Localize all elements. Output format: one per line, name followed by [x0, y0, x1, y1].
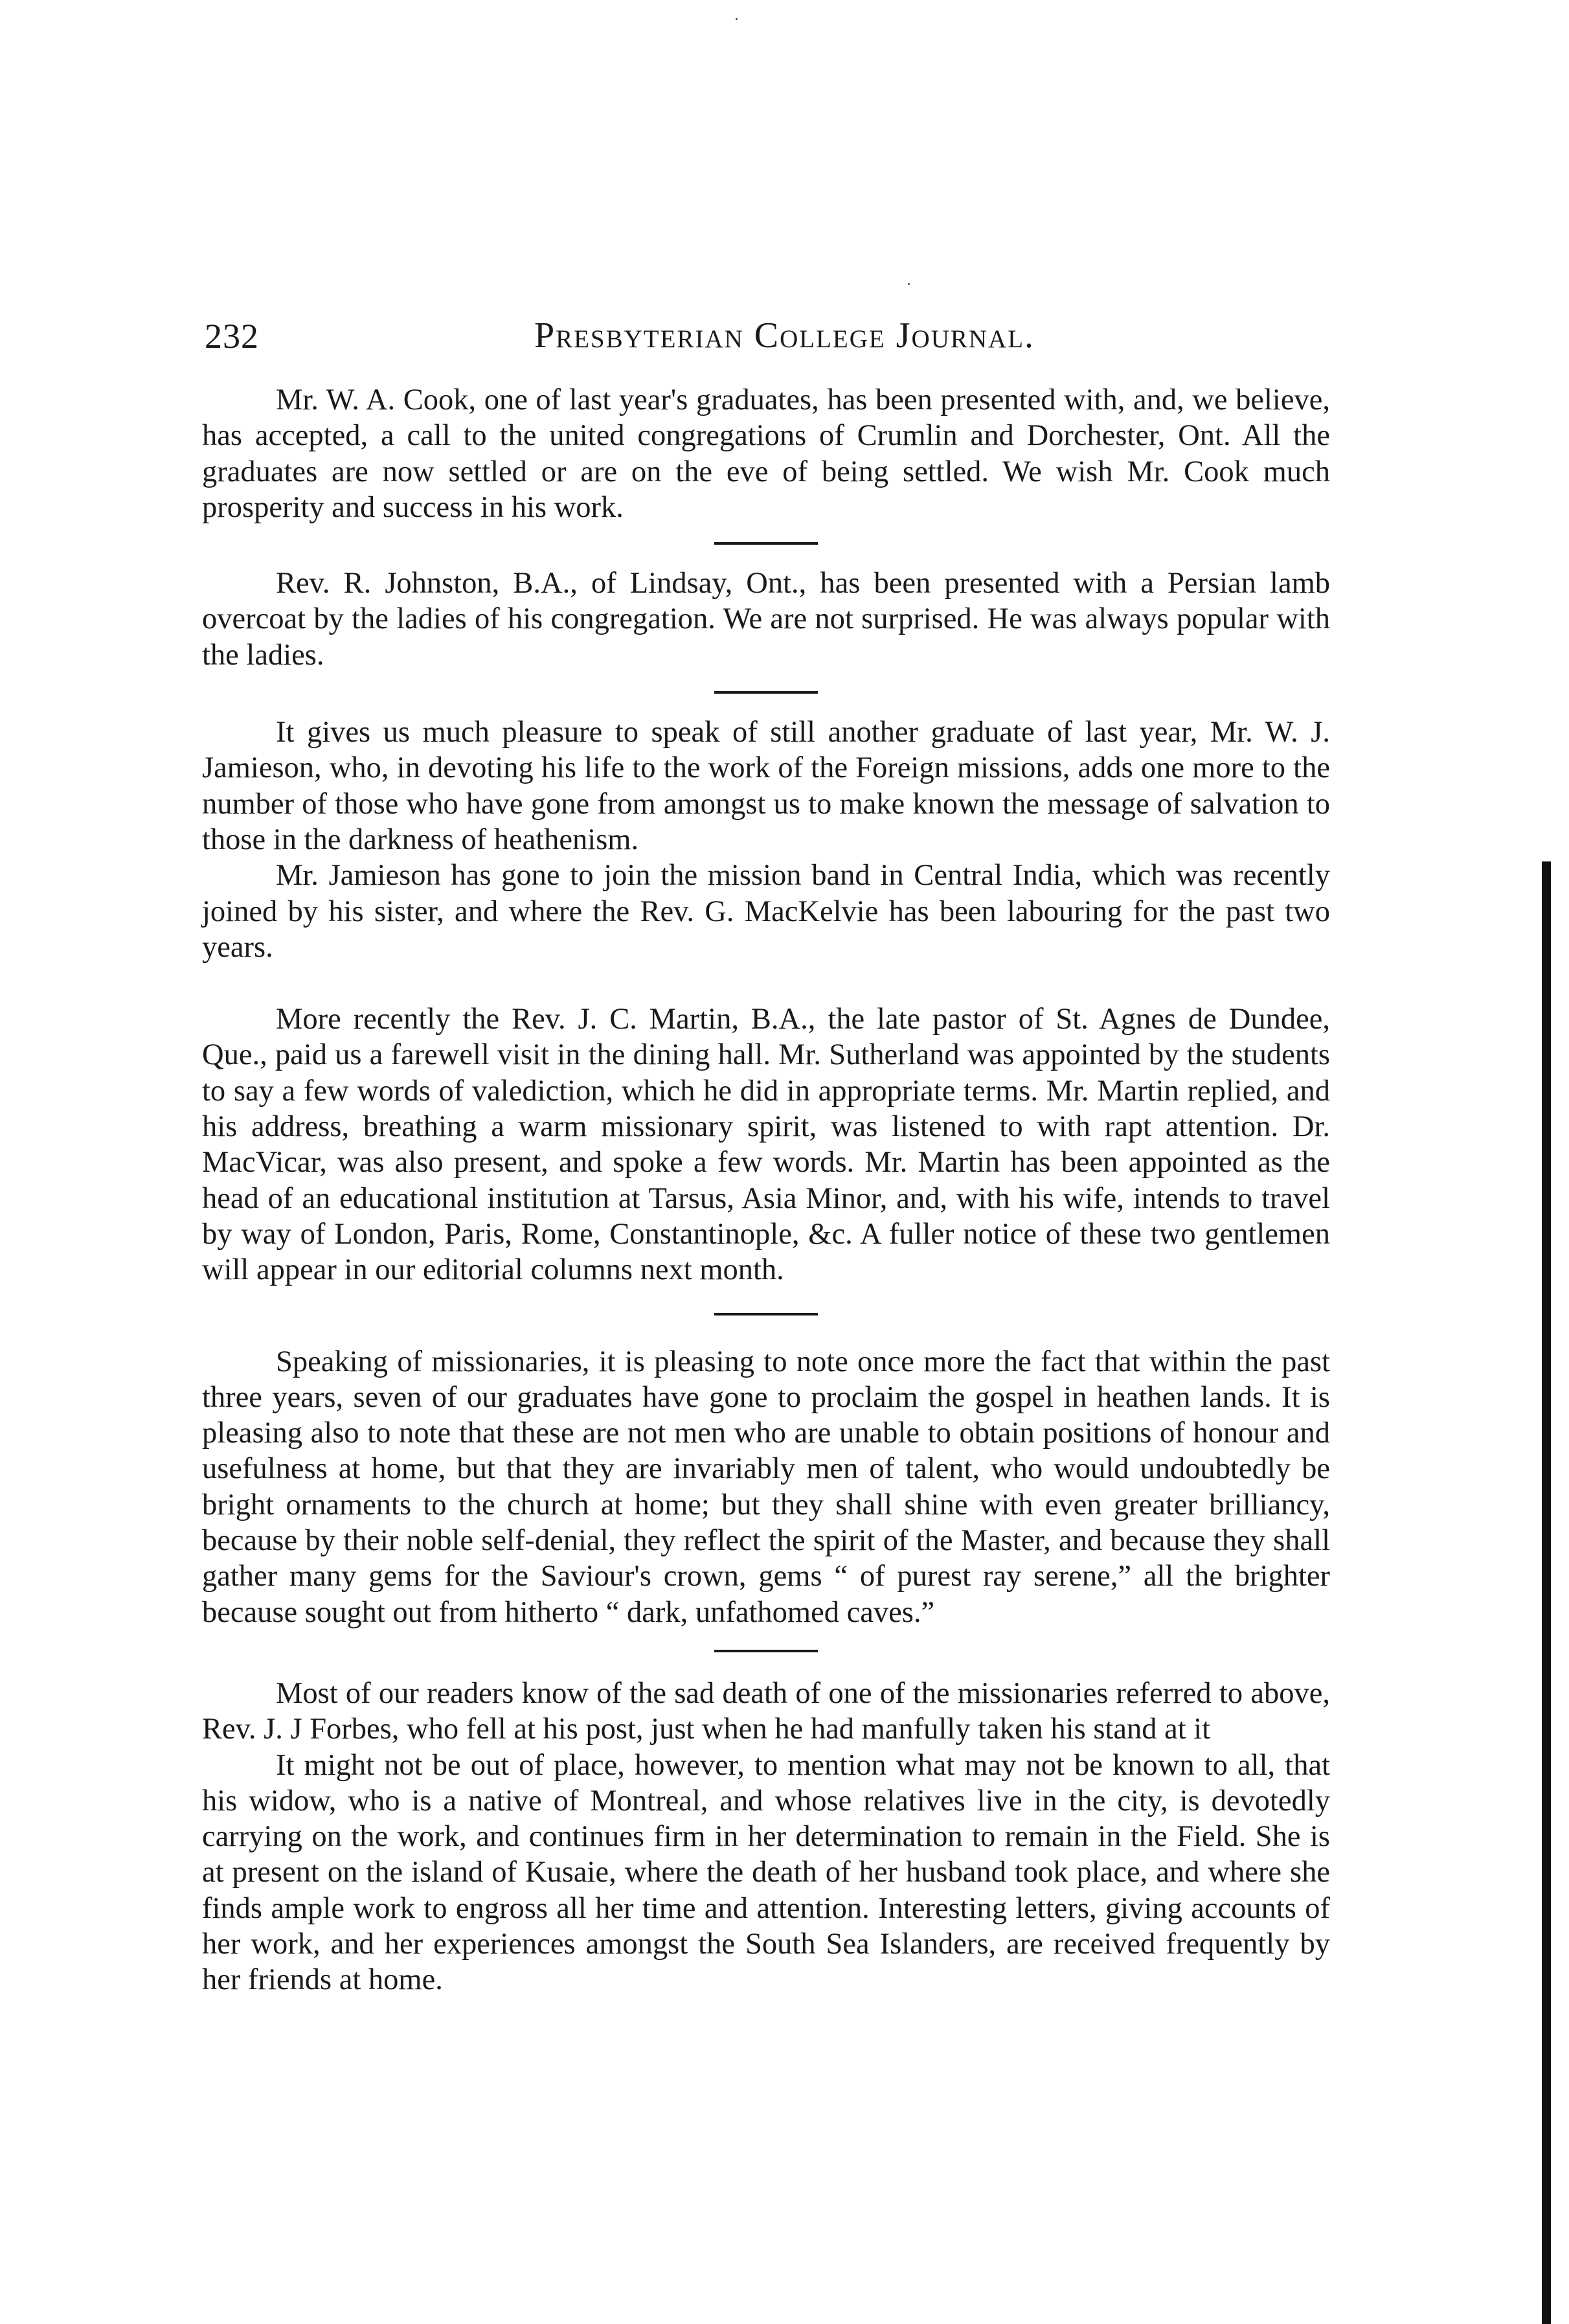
paragraph-jamieson-india: Mr. Jamieson has gone to join the mission band in Central India, which was recently joined by his sister, and where the Rev. G. MacKelvie has been labouring for the past two years. — [202, 859, 1330, 964]
running-title: Presbyterian College Journal. — [534, 315, 1035, 356]
print-speck — [908, 283, 910, 285]
paragraph-martin: More recently the Rev. J. C. Martin, B.A., the late pastor of St. Agnes de Dundee, Que., paid us a farewell visit in the dining hall. Mr. Sutherland was appointed by the students to say a few words of valediction, which he did in appropriate terms. Mr. Martin replied, and his address, breathing a warm missionary spirit, was listened to with rapt attention. Dr. MacVicar, was also present, and spoke a few words. Mr. Martin has been appointed as the head of an educational institution at Tarsus, Asia Minor, and, with his wife, intends to travel by way of London, Paris, Rome, Constantinople, &c. A fuller notice of these two gentlemen will appear in our editorial columns next month. — [202, 1003, 1330, 1287]
paragraph-widow: It might not be out of place, however, to mention what may not be known to all, that his widow, who is a native of Montreal, and whose relatives live in the city, is devotedly carrying on the work, and continues firm in her determination to remain in the Field. She is at present on the island of Kusaie, where the death of her husband took place, and where she finds ample work to engross all her time and attention. Interesting letters, giving accounts of her work, and her experiences amongst the South Sea Islanders, are received frequently by her friends at home. — [202, 1748, 1330, 1997]
paragraph-missionaries: Speaking of missionaries, it is pleasing to note once more the fact that within the past three years, seven of our graduates have gone to proclaim the gospel in heathen lands. It is pleasing also to note that these are not men who are unable to obtain positions of honour and usefulness at home, but that they are invariably men of talent, who would undoubtedly be bright ornaments to the church at home; but they shall shine with even greater brilliancy, because by their noble self-denial, they reflect the spirit of the Master, and because they shall gather many gems for the Saviour's crown, gems “ of purest ray serene,” all the brighter because sought out from hitherto “ dark, unfathomed caves.” — [202, 1345, 1330, 1629]
article-body — [202, 382, 1330, 1998]
section-divider — [714, 1650, 818, 1652]
section-divider — [714, 691, 818, 694]
scan-edge-shadow — [1542, 861, 1551, 2324]
paragraph-forbes: Most of our readers know of the sad death of one of the missionaries referred to above, Rev. J. J Forbes, who fell at his post, just when he had manfully taken his stand at it — [202, 1676, 1330, 1746]
print-speck — [736, 18, 738, 20]
paragraph-cook: Mr. W. A. Cook, one of last year's graduates, has been presented with, and, we believe, has accepted, a call to the united congregations of Crumlin and Dorchester, Ont. All the graduates are now settled or are on the eve of being settled. We wish Mr. Cook much prosperity and success in his work. — [202, 383, 1330, 524]
section-gap — [202, 965, 1330, 1001]
paragraph-johnston: Rev. R. Johnston, B.A., of Lindsay, Ont., has been presented with a Persian lamb overcoat by the ladies of his congregation. We are not surprised. He was always popular with the ladies. — [202, 567, 1330, 672]
section-divider — [714, 542, 818, 545]
section-divider — [714, 1313, 818, 1316]
paragraph-jamieson: It gives us much pleasure to speak of still another graduate of last year, Mr. W. J. Jamieson, who, in devoting his life to the work of the Foreign missions, adds one more to the number of those who have gone from amongst us to make known the message of salvation to those in the darkness of heathenism. — [202, 716, 1330, 856]
page-number: 232 — [205, 317, 259, 356]
